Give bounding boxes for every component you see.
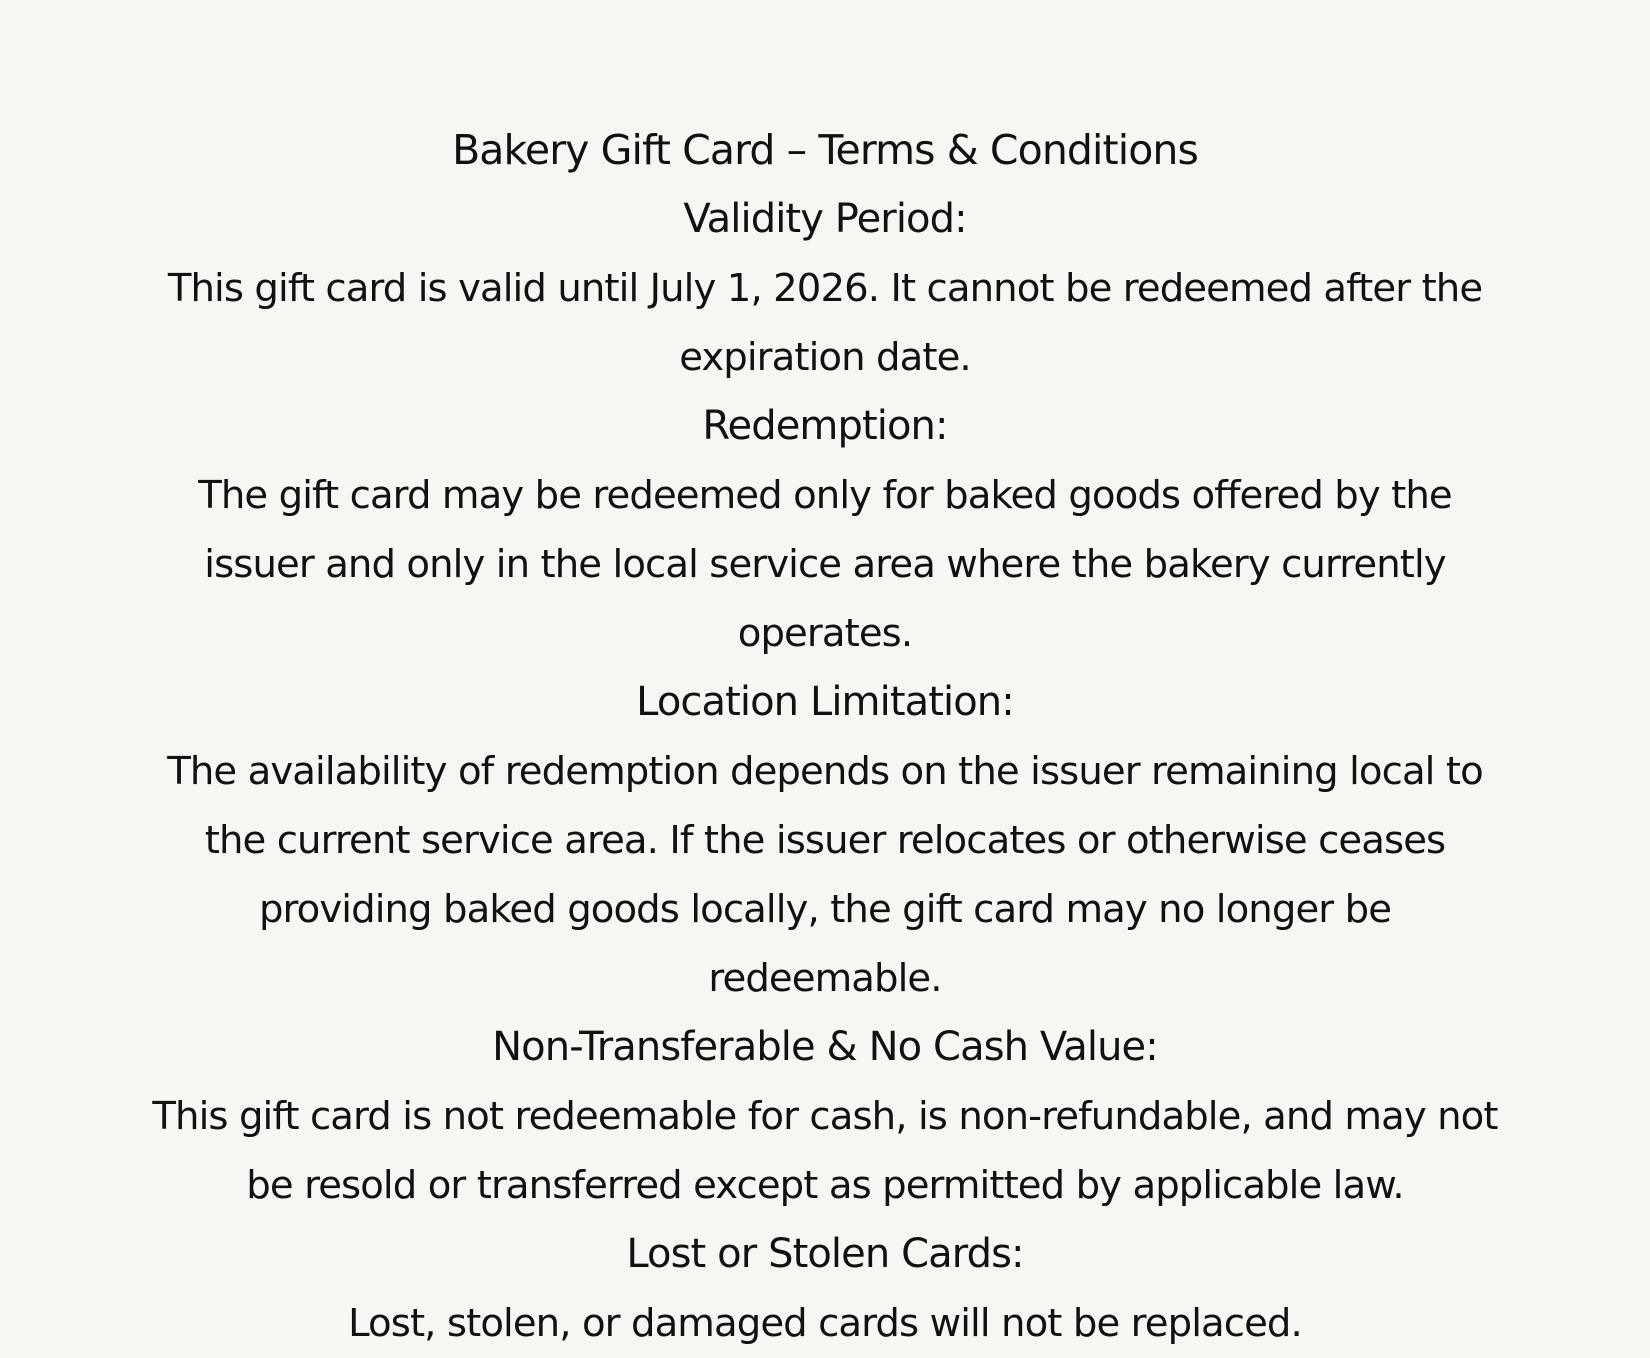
section-location-limitation — [140, 668, 1510, 1013]
section-body: Lost, stolen, or damaged cards will not be replaced. — [348, 1301, 1302, 1346]
section-lost-or-stolen — [140, 1220, 1510, 1358]
section-heading: Lost or Stolen Cards: — [626, 1231, 1024, 1277]
section-redemption — [140, 392, 1510, 668]
section-body: The gift card may be redeemed only for baked goods offered by the issuer and only in the local service area where the bakery currently operates. — [198, 473, 1452, 656]
section-body: This gift card is valid until July 1, 2026. It cannot be redeemed after the expiration date. — [167, 266, 1483, 380]
section-non-transferable — [140, 1013, 1510, 1220]
terms-document — [140, 116, 1510, 1358]
section-heading: Location Limitation: — [636, 679, 1014, 725]
section-heading: Non-Transferable & No Cash Value: — [492, 1024, 1158, 1070]
section-heading: Validity Period: — [683, 196, 967, 242]
section-body: This gift card is not redeemable for cash, is non-refundable, and may not be resold or transferred except as permitted by applicable law. — [152, 1094, 1498, 1208]
section-body: The availability of redemption depends on the issuer remaining local to the current service area. If the issuer relocates or otherwise ceases providing baked goods locally, the gift card may no longer be redeemable. — [167, 749, 1483, 1001]
section-heading: Redemption: — [702, 403, 948, 449]
document-title: Bakery Gift Card – Terms & Conditions — [452, 126, 1198, 174]
section-validity-period — [140, 185, 1510, 392]
